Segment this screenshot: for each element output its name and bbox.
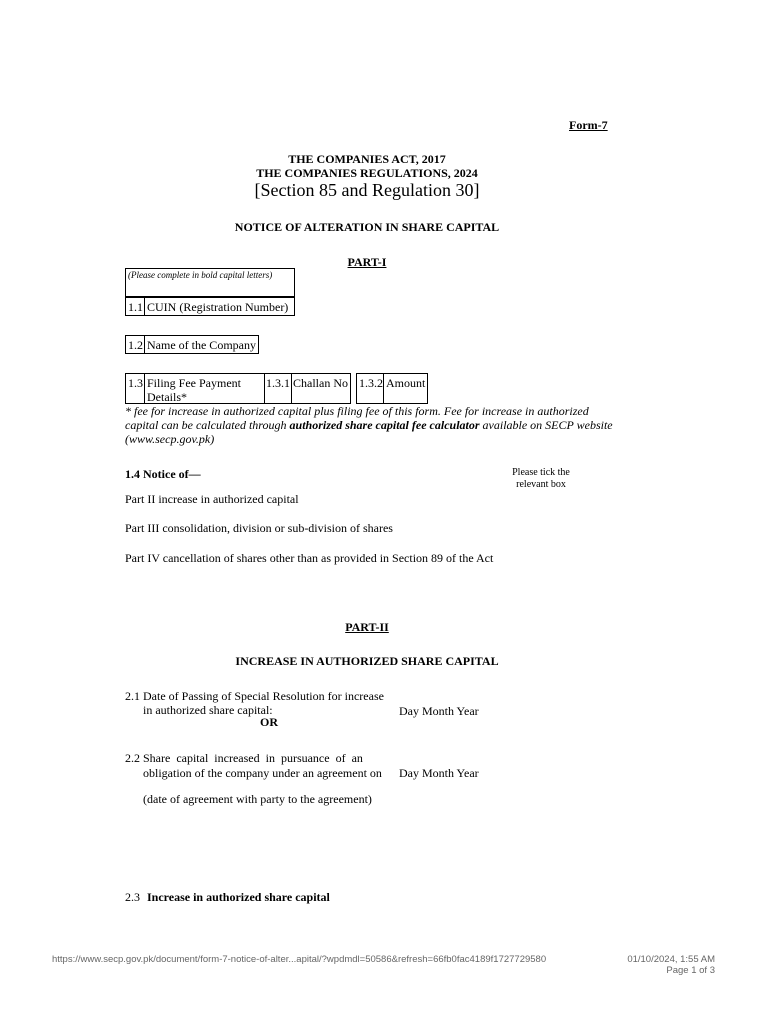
part2-title: INCREASE IN AUTHORIZED SHARE CAPITAL (235, 654, 499, 668)
company-name-label: Name of the Company (147, 338, 256, 352)
field-2-3-number: 2.3 (125, 890, 140, 904)
cuin-label: CUIN (Registration Number) (147, 300, 289, 314)
option-part3[interactable]: Part III consolidation, division or sub-division of shares (125, 521, 393, 535)
filing-fee-label: Filing Fee Payment Details* (147, 376, 241, 404)
amount-number: 1.3.2 (359, 376, 383, 390)
challan-number: 1.3.1 (266, 376, 290, 390)
field-2-3-label: Increase in authorized share capital (147, 890, 330, 904)
field-2-2-line2: obligation of the company under an agreement on (143, 766, 382, 780)
company-name-field[interactable] (125, 335, 259, 354)
field-2-2-line1: Share capital increased in pursuance of an (143, 751, 363, 765)
part2-heading: PART-II (345, 620, 389, 634)
field-2-1-date[interactable]: Day Month Year (399, 704, 479, 718)
form-title: NOTICE OF ALTERATION IN SHARE CAPITAL (234, 220, 500, 234)
filing-fee-field[interactable] (125, 373, 351, 404)
filing-fee-number: 1.3 (128, 376, 143, 390)
fee-note-part2: available on SECP website (www.secp.gov.pk) (125, 418, 613, 446)
cuin-number: 1.1 (128, 300, 143, 314)
option-part4[interactable]: Part IV cancellation of shares other than as provided in Section 89 of the Act (125, 551, 494, 565)
part1-heading: PART-I (347, 255, 387, 269)
cuin-field[interactable] (125, 297, 295, 316)
notice-of-heading: 1.4 Notice of— (125, 467, 201, 481)
field-2-1-number: 2.1 (125, 689, 140, 703)
field-2-1-line1: Date of Passing of Special Resolution for increase (143, 689, 384, 703)
page-number: Page 1 of 3 (666, 965, 715, 976)
instruction-text: (Please complete in bold capital letters) (128, 270, 273, 280)
amount-field[interactable] (356, 373, 428, 404)
instruction-box (125, 268, 295, 297)
fee-note (125, 404, 615, 446)
form-number: Form-7 (569, 118, 608, 132)
field-2-1-line2: in authorized share capital: (143, 703, 273, 717)
challan-label: Challan No (293, 376, 348, 390)
company-name-number: 1.2 (128, 338, 143, 352)
fee-note-part1: * fee for increase in authorized capital plus filing fee of this form. Fee for increase in authorized capital can be calculated through (125, 404, 589, 432)
act-title: THE COMPANIES ACT, 2017 (288, 152, 446, 166)
fee-calculator-link[interactable]: authorized share capital fee calculator (289, 418, 480, 432)
tick-hint: Please tick the relevant box (512, 467, 570, 490)
print-datetime: 01/10/2024, 1:55 AM (627, 954, 715, 965)
amount-label: Amount (386, 376, 426, 390)
or-separator: OR (260, 715, 278, 729)
source-url[interactable]: https://www.secp.gov.pk/document/form-7-notice-of-alter...apital/?wpdmdl=50586&refresh=66fb0fac4189f1727729580 (52, 954, 547, 965)
field-2-2-number: 2.2 (125, 751, 140, 765)
field-2-2-note: (date of agreement with party to the agreement) (143, 792, 372, 806)
section-reference: [Section 85 and Regulation 30] (254, 180, 480, 200)
option-part2[interactable]: Part II increase in authorized capital (125, 492, 299, 506)
regulations-title: THE COMPANIES REGULATIONS, 2024 (256, 166, 478, 180)
field-2-2-date[interactable]: Day Month Year (399, 766, 479, 780)
